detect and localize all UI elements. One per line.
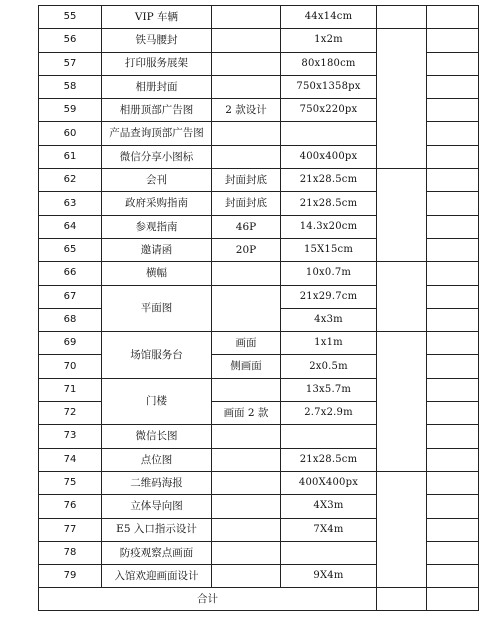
price-cell xyxy=(427,215,479,238)
item-size-cell: 21x28.5cm xyxy=(281,192,377,215)
item-size-cell xyxy=(281,541,377,564)
item-name-cell: 相册顶部广告图 xyxy=(102,99,212,122)
item-name-cell: 立体导向图 xyxy=(102,495,212,518)
item-note-cell xyxy=(212,29,281,52)
item-size-cell: 9X4m xyxy=(281,565,377,588)
price-cell xyxy=(427,332,479,355)
price-cell xyxy=(427,145,479,168)
item-size-cell: 15X15cm xyxy=(281,238,377,261)
quantity-cell xyxy=(377,169,427,262)
item-name-cell: 邀请函 xyxy=(102,238,212,261)
quantity-cell xyxy=(377,471,427,587)
item-note-cell: 20P xyxy=(212,238,281,261)
row-number-cell: 58 xyxy=(39,75,102,98)
row-number-cell: 76 xyxy=(39,495,102,518)
row-number-cell: 77 xyxy=(39,518,102,541)
item-size-cell: 21x28.5cm xyxy=(281,169,377,192)
row-number-cell: 66 xyxy=(39,262,102,285)
price-cell xyxy=(427,52,479,75)
price-cell xyxy=(427,238,479,261)
item-name-cell: 场馆服务台 xyxy=(102,332,212,379)
table-row xyxy=(39,332,479,355)
item-note-cell xyxy=(212,425,281,448)
table-row xyxy=(39,29,479,52)
item-name-cell: 门楼 xyxy=(102,378,212,425)
item-size-cell: 80x180cm xyxy=(281,52,377,75)
item-size-cell: 10x0.7m xyxy=(281,262,377,285)
item-name-cell: 打印服务展架 xyxy=(102,52,212,75)
price-cell xyxy=(427,308,479,331)
total-quantity-cell xyxy=(377,588,427,611)
price-cell xyxy=(427,75,479,98)
item-name-cell: 政府采购指南 xyxy=(102,192,212,215)
table-row xyxy=(39,471,479,494)
item-size-cell xyxy=(281,425,377,448)
item-size-cell: 400X400px xyxy=(281,471,377,494)
price-cell xyxy=(427,425,479,448)
item-note-cell xyxy=(212,471,281,494)
item-size-cell: 400x400px xyxy=(281,145,377,168)
price-cell xyxy=(427,378,479,401)
row-number-cell: 59 xyxy=(39,99,102,122)
item-note-cell xyxy=(212,518,281,541)
item-size-cell: 2.7x2.9m xyxy=(281,402,377,425)
quantity-cell xyxy=(377,29,427,169)
price-cell xyxy=(427,192,479,215)
item-note-cell: 封面封底 xyxy=(212,192,281,215)
price-cell xyxy=(427,355,479,378)
item-size-cell: 1x1m xyxy=(281,332,377,355)
item-name-cell: 会刊 xyxy=(102,169,212,192)
item-name-cell: 相册封面 xyxy=(102,75,212,98)
item-name-cell: E5 入口指示设计 xyxy=(102,518,212,541)
price-cell xyxy=(427,565,479,588)
quantity-cell xyxy=(377,332,427,472)
item-size-cell: 44x14cm xyxy=(281,6,377,29)
table-row xyxy=(39,169,479,192)
item-name-cell: 微信长图 xyxy=(102,425,212,448)
item-note-cell: 2 款设计 xyxy=(212,99,281,122)
item-note-cell: 侧画面 xyxy=(212,355,281,378)
row-number-cell: 72 xyxy=(39,402,102,425)
row-number-cell: 65 xyxy=(39,238,102,261)
item-name-cell: 入馆欢迎画面设计 xyxy=(102,565,212,588)
row-number-cell: 70 xyxy=(39,355,102,378)
item-size-cell xyxy=(281,122,377,145)
row-number-cell: 74 xyxy=(39,448,102,471)
item-size-cell: 21x29.7cm xyxy=(281,285,377,308)
item-note-cell xyxy=(212,52,281,75)
price-cell xyxy=(427,402,479,425)
row-number-cell: 71 xyxy=(39,378,102,401)
item-note-cell xyxy=(212,565,281,588)
row-number-cell: 64 xyxy=(39,215,102,238)
total-label: 合计 xyxy=(39,588,377,611)
total-row xyxy=(39,588,479,611)
row-number-cell: 75 xyxy=(39,471,102,494)
item-note-cell xyxy=(212,495,281,518)
row-number-cell: 63 xyxy=(39,192,102,215)
price-cell xyxy=(427,169,479,192)
quantity-cell xyxy=(377,262,427,332)
quantity-cell xyxy=(377,6,427,29)
row-number-cell: 68 xyxy=(39,308,102,331)
item-table xyxy=(38,5,479,611)
row-number-cell: 60 xyxy=(39,122,102,145)
row-number-cell: 73 xyxy=(39,425,102,448)
item-name-cell: 产品查询顶部广告图 xyxy=(102,122,212,145)
item-note-cell xyxy=(212,448,281,471)
item-note-cell: 封面封底 xyxy=(212,169,281,192)
row-number-cell: 57 xyxy=(39,52,102,75)
price-cell xyxy=(427,285,479,308)
item-size-cell: 7X4m xyxy=(281,518,377,541)
item-name-cell: VIP 车辆 xyxy=(102,6,212,29)
item-note-cell xyxy=(212,145,281,168)
item-table-body xyxy=(39,6,479,611)
table-row xyxy=(39,262,479,285)
item-size-cell: 2x0.5m xyxy=(281,355,377,378)
row-number-cell: 62 xyxy=(39,169,102,192)
row-number-cell: 69 xyxy=(39,332,102,355)
item-note-cell xyxy=(212,262,281,285)
item-size-cell: 4X3m xyxy=(281,495,377,518)
item-note-cell xyxy=(212,541,281,564)
item-note-cell: 画面 xyxy=(212,332,281,355)
price-cell xyxy=(427,29,479,52)
item-size-cell: 1x2m xyxy=(281,29,377,52)
item-size-cell: 14.3x20cm xyxy=(281,215,377,238)
row-number-cell: 78 xyxy=(39,541,102,564)
item-note-cell xyxy=(212,122,281,145)
row-number-cell: 61 xyxy=(39,145,102,168)
row-number-cell: 56 xyxy=(39,29,102,52)
price-cell xyxy=(427,518,479,541)
item-name-cell: 微信分享小图标 xyxy=(102,145,212,168)
price-cell xyxy=(427,448,479,471)
item-name-cell: 铁马腰封 xyxy=(102,29,212,52)
item-name-cell: 防疫观察点画面 xyxy=(102,541,212,564)
item-size-cell: 13x5.7m xyxy=(281,378,377,401)
item-name-cell: 平面图 xyxy=(102,285,212,332)
price-cell xyxy=(427,495,479,518)
item-name-cell: 横幅 xyxy=(102,262,212,285)
item-size-cell: 4x3m xyxy=(281,308,377,331)
price-cell xyxy=(427,541,479,564)
total-price-cell xyxy=(427,588,479,611)
price-cell xyxy=(427,99,479,122)
table-row xyxy=(39,6,479,29)
item-note-cell: 46P xyxy=(212,215,281,238)
price-cell xyxy=(427,262,479,285)
item-note-cell xyxy=(212,285,281,332)
item-note-cell xyxy=(212,75,281,98)
row-number-cell: 55 xyxy=(39,6,102,29)
price-cell xyxy=(427,122,479,145)
item-note-cell xyxy=(212,378,281,401)
item-name-cell: 参观指南 xyxy=(102,215,212,238)
item-name-cell: 二维码海报 xyxy=(102,471,212,494)
item-size-cell: 750x1358px xyxy=(281,75,377,98)
row-number-cell: 67 xyxy=(39,285,102,308)
item-note-cell xyxy=(212,6,281,29)
price-cell xyxy=(427,471,479,494)
item-size-cell: 21x28.5cm xyxy=(281,448,377,471)
item-name-cell: 点位图 xyxy=(102,448,212,471)
item-size-cell: 750x220px xyxy=(281,99,377,122)
item-note-cell: 画面 2 款 xyxy=(212,402,281,425)
price-cell xyxy=(427,6,479,29)
row-number-cell: 79 xyxy=(39,565,102,588)
